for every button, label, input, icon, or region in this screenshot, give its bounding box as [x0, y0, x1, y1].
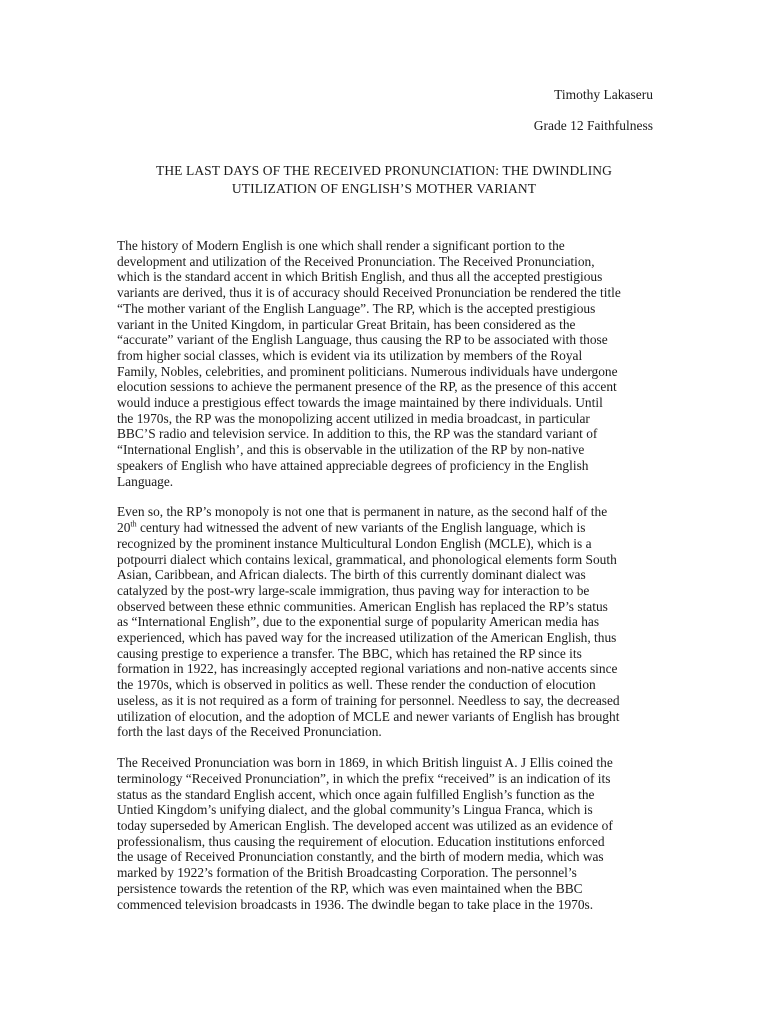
- text-line: [117, 520, 657, 536]
- paragraph: [117, 755, 657, 912]
- text-line: marked by 1922’s formation of the British Broadcasting Corporation. The personnel’s: [117, 865, 577, 881]
- text-line: “accurate” variant of the English Language, thus causing the RP to be associated with those: [117, 332, 608, 348]
- text-line: speakers of English who have attained appreciable degrees of proficiency in the English: [117, 457, 589, 473]
- text-line: The Received Pronunciation was born in 1869, in which British linguist A. J Ellis coined the: [117, 755, 613, 771]
- text-line: catalyzed by the post-wry large-scale immigration, thus paving way for interaction to be: [117, 582, 590, 598]
- text-line: BBC’S radio and television service. In addition to this, the RP was the standard variant of: [117, 426, 598, 442]
- text-line: potpourri dialect which contains lexical, grammatical, and phonological elements form South: [117, 551, 617, 567]
- ordinal-number: 20: [117, 520, 131, 536]
- text-line: useless, as it is not required as a form of training for personnel. Needless to say, the decreased: [117, 692, 620, 708]
- text-line: commenced television broadcasts in 1936. The dwindle began to take place in the 1970s.: [117, 896, 594, 912]
- text-line: utilization of elocution, and the adoption of MCLE and newer variants of English has brought: [117, 708, 620, 724]
- text-line: Asian, Caribbean, and African dialects. The birth of this currently dominant dialect was: [117, 567, 586, 583]
- text-line: professionalism, thus causing the requirement of elocution. Education institutions enforced: [117, 833, 605, 849]
- text-line: recognized by the prominent instance Multicultural London English (MCLE), which is a: [117, 535, 592, 551]
- text-line: development and utilization of the Received Pronunciation. The Received Pronunciation,: [117, 253, 595, 269]
- paragraph: [117, 504, 657, 740]
- text-line: from higher social classes, which is evident via its utilization by members of the Royal: [117, 347, 583, 363]
- document-body: [117, 238, 657, 912]
- text-line: observed between these ethnic communities. American English has replaced the RP’s status: [117, 598, 608, 614]
- title-line: THE LAST DAYS OF THE RECEIVED PRONUNCIATION: THE DWINDLING: [155, 163, 613, 178]
- paragraph: [117, 238, 657, 489]
- paragraph-gap: [117, 740, 657, 755]
- text-line: “International English’, and this is observable in the utilization of the RP by non-native: [117, 442, 585, 458]
- text-line: elocution sessions to achieve the permanent presence of the RP, as the presence of this accent: [117, 379, 617, 395]
- title-line: UTILIZATION OF ENGLISH’S MOTHER VARIANT: [231, 181, 537, 196]
- text-line: today superseded by American English. The developed accent was utilized as an evidence of: [117, 817, 613, 833]
- text-line: which is the standard accent in which British English, and thus all the accepted prestigious: [117, 269, 603, 285]
- text-line: formation in 1922, has increasingly accepted regional variations and non-native accents since: [117, 661, 618, 677]
- document-title: [117, 162, 651, 198]
- text-line: the usage of Received Pronunciation constantly, and the birth of modern media, which was: [117, 849, 604, 865]
- text-line: forth the last days of the Received Pronunciation.: [117, 724, 382, 740]
- text-line: variants are derived, thus it is of accuracy should Received Pronunciation be rendered the title: [117, 285, 621, 301]
- text-line: terminology “Received Pronunciation”, in which the prefix “received” is an indication of its: [117, 770, 611, 786]
- text-line: the 1970s, the RP was the monopolizing accent utilized in media broadcast, in particular: [117, 410, 590, 426]
- text-line: persistence towards the retention of the RP, which was even maintained when the BBC: [117, 880, 583, 896]
- text-line: the 1970s, which is observed in politics as well. These render the conduction of elocution: [117, 677, 596, 693]
- text-line: status as the standard English accent, which once again fulfilled English’s function as the: [117, 786, 595, 802]
- paragraph-gap: [117, 489, 657, 504]
- ordinal-suffix: th: [130, 519, 137, 529]
- text-line: variant in the United Kingdom, in particular Great Britain, has been considered as the: [117, 316, 576, 332]
- text-line: “The mother variant of the English Language”. The RP, which is the accepted prestigious: [117, 300, 596, 316]
- author-name: Timothy Lakaseru: [554, 87, 653, 102]
- line-text: century had witnessed the advent of new variants of the English language, which is: [136, 520, 586, 536]
- grade-label: Grade 12 Faithfulness: [533, 118, 653, 133]
- text-line: Untied Kingdom’s unifying dialect, and the global community’s Lingua Franca, which is: [117, 802, 593, 818]
- text-line: causing prestige to experience a transfer. The BBC, which has retained the RP since its: [117, 645, 582, 661]
- text-line: experienced, which has paved way for the increased utilization of the American English, thus: [117, 630, 617, 646]
- text-line: Family, Nobles, celebrities, and prominent politicians. Numerous individuals have undergone: [117, 363, 618, 379]
- text-line: as “International English”, due to the exponential surge of popularity American media has: [117, 614, 600, 630]
- text-line: Even so, the RP’s monopoly is not one that is permanent in nature, as the second half of the: [117, 504, 608, 520]
- text-line: Language.: [117, 473, 174, 489]
- text-line: The history of Modern English is one which shall render a significant portion to the: [117, 238, 565, 253]
- text-line: would induce a prestigious effect towards the image maintained by there individuals. Until: [117, 395, 603, 411]
